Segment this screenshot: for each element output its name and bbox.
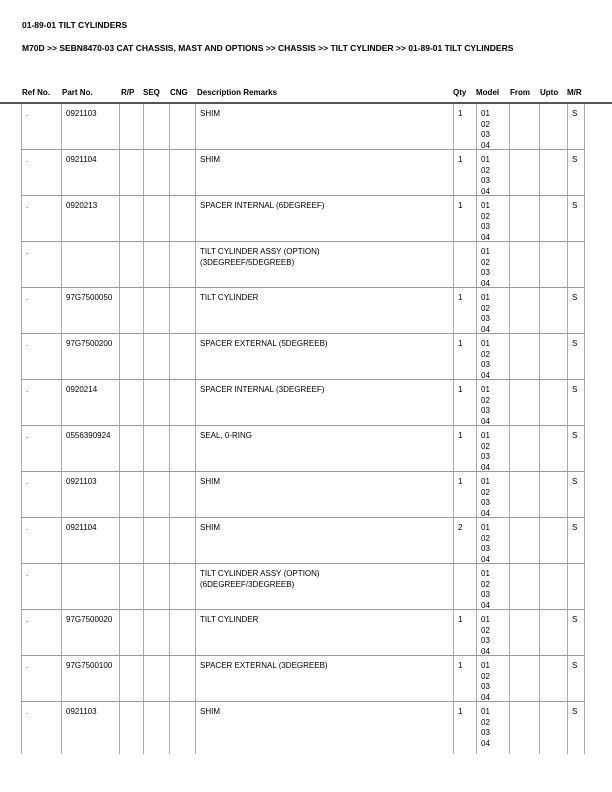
qty-cell xyxy=(453,242,476,287)
col-seq: SEQ xyxy=(143,88,160,97)
model-cell xyxy=(476,702,509,754)
mr-cell xyxy=(567,242,585,287)
seq-cell xyxy=(143,702,169,754)
qty-cell: 1 xyxy=(453,426,476,471)
qty-cell: 1 xyxy=(453,150,476,195)
seq-cell xyxy=(143,656,169,701)
mr-cell: S xyxy=(567,656,585,701)
model-code: 02 xyxy=(481,717,490,727)
cng-cell xyxy=(169,334,195,379)
model-cell xyxy=(476,334,509,379)
upto-cell xyxy=(539,426,567,471)
model-code: 04 xyxy=(481,324,490,334)
upto-cell xyxy=(539,518,567,563)
description-cell: SPACER INTERNAL (3DEGREEF) xyxy=(195,380,453,425)
table-row xyxy=(21,518,585,564)
model-code: 01 xyxy=(481,385,490,394)
col-cng: CNG xyxy=(170,88,188,97)
model-code: 04 xyxy=(481,140,490,150)
mr-cell xyxy=(567,564,585,609)
ref-cell: . xyxy=(21,472,61,517)
model-code: 03 xyxy=(481,222,490,231)
from-cell xyxy=(509,334,539,379)
rp-cell xyxy=(119,564,143,609)
upto-cell xyxy=(539,334,567,379)
qty-cell: 1 xyxy=(453,288,476,333)
table-row xyxy=(21,610,585,656)
ref-cell: . xyxy=(21,196,61,241)
model-code: 02 xyxy=(481,349,490,359)
description-cell: SHIM xyxy=(195,150,453,195)
upto-cell xyxy=(539,610,567,655)
upto-cell xyxy=(539,702,567,754)
table-row xyxy=(21,242,585,288)
cng-cell xyxy=(169,242,195,287)
description-cell: SPACER EXTERNAL (3DEGREEB) xyxy=(195,656,453,701)
model-code: 01 xyxy=(481,707,490,716)
model-code: 03 xyxy=(481,728,490,737)
model-code: 04 xyxy=(481,232,490,242)
cng-cell xyxy=(169,702,195,754)
rp-cell xyxy=(119,702,143,754)
from-cell xyxy=(509,564,539,609)
seq-cell xyxy=(143,334,169,379)
ref-cell: . xyxy=(21,656,61,701)
cng-cell xyxy=(169,610,195,655)
model-code: 04 xyxy=(481,600,490,610)
model-code: 03 xyxy=(481,176,490,185)
qty-cell: 1 xyxy=(453,656,476,701)
table-row xyxy=(21,656,585,702)
model-code: 01 xyxy=(481,523,490,532)
table-row xyxy=(21,104,585,150)
ref-cell: . xyxy=(21,610,61,655)
model-code: 02 xyxy=(481,487,490,497)
description-cell: SHIM xyxy=(195,518,453,563)
from-cell xyxy=(509,426,539,471)
seq-cell xyxy=(143,104,169,149)
table-row xyxy=(21,196,585,242)
model-code: 04 xyxy=(481,646,490,656)
mr-cell: S xyxy=(567,380,585,425)
from-cell xyxy=(509,518,539,563)
part-no-cell xyxy=(61,242,119,287)
seq-cell xyxy=(143,472,169,517)
qty-cell: 1 xyxy=(453,334,476,379)
col-rp: R/P xyxy=(121,88,135,97)
model-code: 01 xyxy=(481,155,490,164)
col-model: Model xyxy=(476,88,500,97)
model-code: 01 xyxy=(481,431,490,440)
ref-cell: . xyxy=(21,702,61,754)
rp-cell xyxy=(119,380,143,425)
ref-cell: . xyxy=(21,242,61,287)
model-code: 02 xyxy=(481,257,490,267)
model-code: 03 xyxy=(481,130,490,139)
rp-cell xyxy=(119,334,143,379)
part-no-cell: 0920213 xyxy=(61,196,119,241)
model-cell xyxy=(476,150,509,195)
model-code: 02 xyxy=(481,625,490,635)
ref-cell: . xyxy=(21,426,61,471)
qty-cell: 1 xyxy=(453,610,476,655)
description-cell: SPACER INTERNAL (6DEGREEF) xyxy=(195,196,453,241)
model-code: 01 xyxy=(481,339,490,348)
model-cell xyxy=(476,242,509,287)
part-no-cell: 0920214 xyxy=(61,380,119,425)
description-cell: TILT CYLINDER ASSY (OPTION) (3DEGREEF/5DEGREEB) xyxy=(195,242,453,287)
mr-cell: S xyxy=(567,288,585,333)
model-code: 01 xyxy=(481,247,490,256)
from-cell xyxy=(509,288,539,333)
model-code: 04 xyxy=(481,278,490,288)
description-cell: TILT CYLINDER xyxy=(195,610,453,655)
description-cell: TILT CYLINDER xyxy=(195,288,453,333)
from-cell xyxy=(509,380,539,425)
model-cell xyxy=(476,518,509,563)
breadcrumb: M70D >> SEBN8470-03 CAT CHASSIS, MAST AND OPTIONS >> CHASSIS >> TILT CYLINDER >> 01-89-01 TILT CYLINDERS xyxy=(22,43,514,53)
description-cell: SHIM xyxy=(195,104,453,149)
seq-cell xyxy=(143,518,169,563)
rp-cell xyxy=(119,518,143,563)
rp-cell xyxy=(119,472,143,517)
from-cell xyxy=(509,610,539,655)
model-code: 03 xyxy=(481,406,490,415)
model-code: 02 xyxy=(481,165,490,175)
upto-cell xyxy=(539,472,567,517)
model-code: 01 xyxy=(481,615,490,624)
mr-cell: S xyxy=(567,518,585,563)
model-code: 02 xyxy=(481,303,490,313)
upto-cell xyxy=(539,288,567,333)
model-code: 03 xyxy=(481,452,490,461)
model-code: 03 xyxy=(481,268,490,277)
rp-cell xyxy=(119,196,143,241)
model-code: 01 xyxy=(481,661,490,670)
qty-cell: 1 xyxy=(453,472,476,517)
upto-cell xyxy=(539,656,567,701)
table-row xyxy=(21,426,585,472)
description-cell: SPACER EXTERNAL (5DEGREEB) xyxy=(195,334,453,379)
from-cell xyxy=(509,242,539,287)
mr-cell: S xyxy=(567,472,585,517)
part-no-cell xyxy=(61,564,119,609)
seq-cell xyxy=(143,610,169,655)
upto-cell xyxy=(539,150,567,195)
ref-cell: . xyxy=(21,334,61,379)
from-cell xyxy=(509,196,539,241)
table-row xyxy=(21,702,585,754)
rp-cell xyxy=(119,104,143,149)
upto-cell xyxy=(539,564,567,609)
model-code: 04 xyxy=(481,416,490,426)
model-code: 04 xyxy=(481,370,490,380)
table-row xyxy=(21,150,585,196)
cng-cell xyxy=(169,472,195,517)
part-no-cell: 97G7500020 xyxy=(61,610,119,655)
mr-cell: S xyxy=(567,104,585,149)
model-code: 03 xyxy=(481,498,490,507)
model-code: 03 xyxy=(481,360,490,369)
table-row xyxy=(21,334,585,380)
mr-cell: S xyxy=(567,150,585,195)
cng-cell xyxy=(169,288,195,333)
table-row xyxy=(21,380,585,426)
model-code: 01 xyxy=(481,477,490,486)
model-code: 04 xyxy=(481,462,490,472)
rp-cell xyxy=(119,426,143,471)
model-cell xyxy=(476,196,509,241)
col-upto: Upto xyxy=(540,88,559,97)
model-code: 01 xyxy=(481,201,490,210)
cng-cell xyxy=(169,518,195,563)
seq-cell xyxy=(143,380,169,425)
model-code: 01 xyxy=(481,109,490,118)
ref-cell: . xyxy=(21,288,61,333)
seq-cell xyxy=(143,426,169,471)
model-code: 02 xyxy=(481,579,490,589)
model-code: 02 xyxy=(481,119,490,129)
model-code: 03 xyxy=(481,314,490,323)
ref-cell: . xyxy=(21,518,61,563)
seq-cell xyxy=(143,242,169,287)
col-qty: Qty xyxy=(453,88,467,97)
table-header xyxy=(0,88,612,102)
cng-cell xyxy=(169,380,195,425)
model-code: 03 xyxy=(481,590,490,599)
rp-cell xyxy=(119,150,143,195)
part-no-cell: 97G7500100 xyxy=(61,656,119,701)
col-from: From xyxy=(510,88,530,97)
model-code: 03 xyxy=(481,682,490,691)
model-cell xyxy=(476,104,509,149)
model-cell xyxy=(476,656,509,701)
mr-cell: S xyxy=(567,426,585,471)
rp-cell xyxy=(119,288,143,333)
model-code: 04 xyxy=(481,554,490,564)
qty-cell: 1 xyxy=(453,104,476,149)
cng-cell xyxy=(169,426,195,471)
model-cell xyxy=(476,426,509,471)
rp-cell xyxy=(119,242,143,287)
upto-cell xyxy=(539,196,567,241)
model-code: 04 xyxy=(481,738,490,748)
table-row xyxy=(21,564,585,610)
mr-cell: S xyxy=(567,702,585,754)
model-code: 01 xyxy=(481,293,490,302)
ref-cell: . xyxy=(21,380,61,425)
table-row xyxy=(21,288,585,334)
ref-cell: . xyxy=(21,564,61,609)
model-cell xyxy=(476,564,509,609)
col-part: Part No. xyxy=(62,88,93,97)
description-cell: SEAL, 0-RING xyxy=(195,426,453,471)
description-cell: SHIM xyxy=(195,472,453,517)
cng-cell xyxy=(169,656,195,701)
col-desc: Description Remarks xyxy=(197,88,278,97)
upto-cell xyxy=(539,380,567,425)
model-code: 04 xyxy=(481,186,490,196)
from-cell xyxy=(509,656,539,701)
model-code: 02 xyxy=(481,671,490,681)
rp-cell xyxy=(119,610,143,655)
part-no-cell: 0556390924 xyxy=(61,426,119,471)
description-cell: SHIM xyxy=(195,702,453,754)
upto-cell xyxy=(539,104,567,149)
part-no-cell: 0921103 xyxy=(61,472,119,517)
description-cell: TILT CYLINDER ASSY (OPTION) (6DEGREEF/3DEGREEB) xyxy=(195,564,453,609)
col-ref: Ref No. xyxy=(22,88,50,97)
seq-cell xyxy=(143,196,169,241)
model-code: 03 xyxy=(481,544,490,553)
seq-cell xyxy=(143,564,169,609)
model-cell xyxy=(476,610,509,655)
seq-cell xyxy=(143,288,169,333)
from-cell xyxy=(509,104,539,149)
model-code: 02 xyxy=(481,395,490,405)
cng-cell xyxy=(169,564,195,609)
seq-cell xyxy=(143,150,169,195)
qty-cell: 2 xyxy=(453,518,476,563)
cng-cell xyxy=(169,104,195,149)
cng-cell xyxy=(169,150,195,195)
ref-cell: . xyxy=(21,104,61,149)
part-no-cell: 97G7500050 xyxy=(61,288,119,333)
model-code: 02 xyxy=(481,211,490,221)
part-no-cell: 0921103 xyxy=(61,104,119,149)
rp-cell xyxy=(119,656,143,701)
model-code: 04 xyxy=(481,508,490,518)
part-no-cell: 0921104 xyxy=(61,518,119,563)
qty-cell: 1 xyxy=(453,196,476,241)
table-row xyxy=(21,472,585,518)
model-code: 02 xyxy=(481,441,490,451)
model-code: 02 xyxy=(481,533,490,543)
qty-cell: 1 xyxy=(453,702,476,754)
mr-cell: S xyxy=(567,334,585,379)
qty-cell: 1 xyxy=(453,380,476,425)
qty-cell xyxy=(453,564,476,609)
col-mr: M/R xyxy=(567,88,582,97)
from-cell xyxy=(509,150,539,195)
model-cell xyxy=(476,380,509,425)
ref-cell: . xyxy=(21,150,61,195)
cng-cell xyxy=(169,196,195,241)
from-cell xyxy=(509,702,539,754)
parts-table xyxy=(21,104,585,754)
upto-cell xyxy=(539,242,567,287)
part-no-cell: 0921104 xyxy=(61,150,119,195)
mr-cell: S xyxy=(567,610,585,655)
model-code: 04 xyxy=(481,692,490,702)
model-cell xyxy=(476,288,509,333)
part-no-cell: 97G7500200 xyxy=(61,334,119,379)
part-no-cell: 0921103 xyxy=(61,702,119,754)
mr-cell: S xyxy=(567,196,585,241)
model-code: 03 xyxy=(481,636,490,645)
page-title: 01-89-01 TILT CYLINDERS xyxy=(22,20,128,30)
from-cell xyxy=(509,472,539,517)
model-code: 01 xyxy=(481,569,490,578)
model-cell xyxy=(476,472,509,517)
